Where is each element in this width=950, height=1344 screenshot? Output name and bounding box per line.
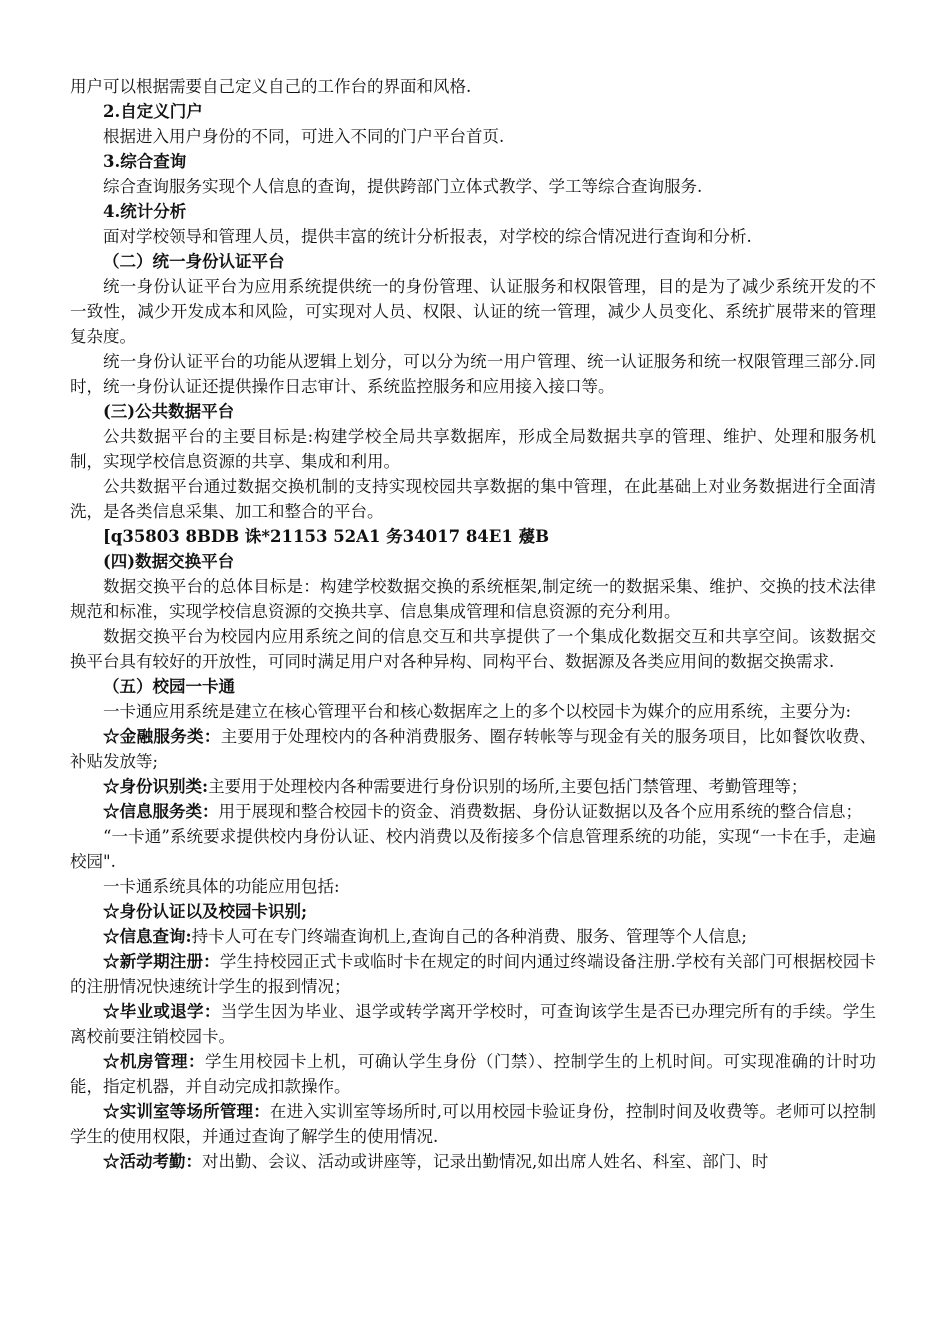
list-item-label: ☆金融服务类： bbox=[103, 727, 221, 746]
list-item-text: 学生用校园卡上机，可确认学生身份（门禁）、控制学生的上机时间。可实现准确的计时功能，指定机器，并自动完成扣款操作。 bbox=[70, 1052, 877, 1096]
list-item bbox=[70, 1049, 876, 1099]
list-item-text: 主要用于处理校内各种需要进行身份识别的场所,主要包括门禁管理、考勤管理等； bbox=[208, 777, 808, 796]
section-heading: 4.统计分析 bbox=[103, 202, 187, 221]
body-paragraph: 根据进入用户身份的不同，可进入不同的门户平台首页. bbox=[103, 127, 505, 146]
body-paragraph: 一卡通系统具体的功能应用包括: bbox=[103, 877, 340, 896]
list-item-label: ☆身份识别类: bbox=[103, 777, 209, 796]
section-heading: 2.自定义门户 bbox=[103, 102, 203, 121]
list-item-label: ☆机房管理： bbox=[103, 1052, 205, 1071]
list-item-text: 主要用于处理校内的各种消费服务、圈存转帐等与现金有关的服务项目，比如餐饮收费、补贴发放等; bbox=[70, 727, 877, 771]
list-item-label: ☆实训室等场所管理： bbox=[103, 1102, 270, 1121]
body-paragraph: 公共数据平台通过数据交换机制的支持实现校园共享数据的集中管理，在此基础上对业务数据进行全面清洗，是各类信息采集、加工和整合的平台。 bbox=[70, 477, 876, 521]
list-item-text: 用于展现和整合校园卡的资金、消费数据、身份认证数据以及各个应用系统的整合信息； bbox=[218, 802, 862, 821]
body-paragraph: “一卡通”系统要求提供校内身份认证、校内消费以及衔接多个信息管理系统的功能，实现“一卡在手，走遍校园". bbox=[70, 827, 876, 871]
list-item-text: 学生持校园正式卡或临时卡在规定的时间内通过终端设备注册.学校有关部门可根据校园卡的注册情况快速统计学生的报到情况； bbox=[70, 952, 877, 996]
list-item bbox=[70, 724, 876, 774]
list-item-text: 在进入实训室等场所时,可以用校园卡验证身份，控制时间及收费等。老师可以控制学生的使用权限，并通过查询了解学生的使用情况. bbox=[70, 1102, 876, 1146]
list-item bbox=[70, 1149, 876, 1174]
list-item: ☆身份认证以及校园卡识别; bbox=[103, 902, 308, 921]
list-item bbox=[70, 999, 876, 1049]
body-paragraph: 公共数据平台的主要目标是:构建学校全局共享数据库，形成全局数据共享的管理、维护、处理和服务机制，实现学校信息资源的共享、集成和利用。 bbox=[70, 427, 876, 471]
list-item-label: ☆信息查询: bbox=[103, 927, 192, 946]
section-heading: （二）统一身份认证平台 bbox=[103, 252, 285, 271]
list-item bbox=[70, 799, 876, 824]
body-paragraph: 一卡通应用系统是建立在核心管理平台和核心数据库之上的多个以校园卡为媒介的应用系统，主要分为: bbox=[103, 702, 852, 721]
list-item bbox=[70, 949, 876, 999]
body-paragraph: 用户可以根据需要自己定义自己的工作台的界面和风格. bbox=[70, 77, 472, 96]
body-paragraph: 数据交换平台的总体目标是：构建学校数据交换的系统框架,制定统一的数据采集、维护、交换的技术法律规范和标准，实现学校信息资源的交换共享、信息集成管理和信息资源的充分利用。 bbox=[70, 577, 876, 621]
list-item bbox=[70, 924, 876, 949]
section-heading: 3.综合查询 bbox=[103, 152, 187, 171]
list-item-label: ☆新学期注册： bbox=[103, 952, 220, 971]
body-paragraph: 面对学校领导和管理人员，提供丰富的统计分析报表，对学校的综合情况进行查询和分析. bbox=[103, 227, 752, 246]
section-heading: （五）校园一卡通 bbox=[103, 677, 235, 696]
body-paragraph: 数据交换平台为校园内应用系统之间的信息交互和共享提供了一个集成化数据交互和共享空间。该数据交换平台具有较好的开放性，可同时满足用户对各种异构、同构平台、数据源及各类应用间的数据交换需求. bbox=[70, 627, 876, 671]
list-item-text: 当学生因为毕业、退学或转学离开学校时，可查询该学生是否已办理完所有的手续。学生离校前要注销校园卡。 bbox=[70, 1002, 877, 1046]
body-paragraph: 统一身份认证平台的功能从逻辑上划分，可以分为统一用户管理、统一认证服务和统一权限管理三部分.同时，统一身份认证还提供操作日志审计、系统监控服务和应用接入接口等。 bbox=[70, 352, 876, 396]
section-heading: (三)公共数据平台 bbox=[103, 402, 235, 421]
list-item-label: ☆活动考勤： bbox=[103, 1152, 202, 1171]
list-item-label: ☆毕业或退学： bbox=[103, 1002, 221, 1021]
list-item bbox=[70, 1099, 876, 1149]
body-paragraph: 综合查询服务实现个人信息的查询，提供跨部门立体式教学、学工等综合查询服务. bbox=[103, 177, 703, 196]
section-heading: (四)数据交换平台 bbox=[103, 552, 235, 571]
list-item-label: ☆信息服务类： bbox=[103, 802, 219, 821]
list-item-text: 持卡人可在专门终端查询机上,查询自己的各种消费、服务、管理等个人信息; bbox=[191, 927, 747, 946]
garbled-line: [q35803 8BDB 诛*21153 52A1 务34017 84E1 蕿B bbox=[103, 527, 550, 546]
list-item bbox=[70, 774, 876, 799]
list-item-text: 对出勤、会议、活动或讲座等，记录出勤情况,如出席人姓名、科室、部门、时 bbox=[202, 1152, 769, 1171]
body-paragraph: 统一身份认证平台为应用系统提供统一的身份管理、认证服务和权限管理，目的是为了减少系统开发的不一致性，减少开发成本和风险，可实现对人员、权限、认证的统一管理，减少人员变化、系统扩展带来的管理复杂度。 bbox=[70, 277, 876, 346]
